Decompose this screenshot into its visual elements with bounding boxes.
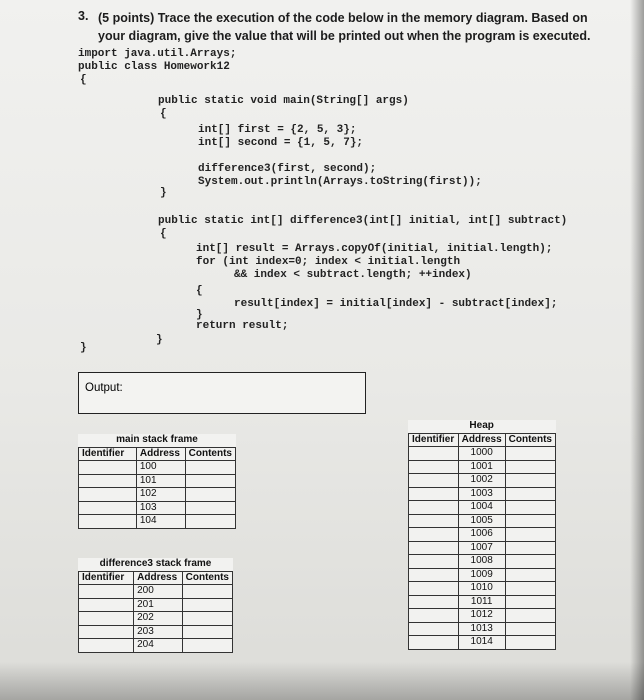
contents-cell[interactable] (505, 595, 555, 609)
contents-cell[interactable] (182, 598, 232, 612)
code-line-print: System.out.println(Arrays.toString(first)); (198, 176, 482, 188)
address-cell: 1007 (458, 541, 505, 555)
table-row (79, 461, 236, 475)
address-cell: 103 (136, 501, 185, 515)
column-header: Contents (185, 447, 235, 461)
table-row (409, 541, 556, 555)
identifier-cell[interactable] (79, 461, 137, 475)
contents-cell[interactable] (505, 622, 555, 636)
main-stack-frame-table (78, 434, 236, 529)
identifier-cell[interactable] (79, 598, 134, 612)
output-label: Output: (85, 382, 123, 394)
code-line-diff-brace-close: } (156, 334, 163, 346)
code-line-main-brace-close: } (160, 187, 167, 199)
contents-cell[interactable] (505, 636, 555, 650)
identifier-cell[interactable] (409, 514, 459, 528)
code-line-loop-body: result[index] = initial[index] - subtract[index]; (234, 298, 558, 310)
table-row (409, 474, 556, 488)
page-edge-shadow (630, 0, 644, 700)
code-line-first: int[] first = {2, 5, 3}; (198, 124, 357, 136)
identifier-cell[interactable] (409, 636, 459, 650)
table-row (409, 622, 556, 636)
contents-cell[interactable] (185, 474, 235, 488)
identifier-cell[interactable] (79, 585, 134, 599)
column-header: Identifier (409, 433, 459, 447)
contents-cell[interactable] (505, 555, 555, 569)
column-header: Identifier (79, 447, 137, 461)
column-header: Address (136, 447, 185, 461)
identifier-cell[interactable] (79, 501, 137, 515)
address-cell: 1014 (458, 636, 505, 650)
contents-cell[interactable] (505, 541, 555, 555)
address-cell: 1008 (458, 555, 505, 569)
address-cell: 200 (134, 585, 183, 599)
table-row (409, 447, 556, 461)
code-line-loop-brace-close: } (196, 309, 203, 321)
question-number: 3. (78, 9, 89, 23)
table-row (79, 612, 233, 626)
identifier-cell[interactable] (79, 625, 134, 639)
identifier-cell[interactable] (409, 487, 459, 501)
address-cell: 1012 (458, 609, 505, 623)
table-row (409, 582, 556, 596)
identifier-cell[interactable] (409, 460, 459, 474)
code-line-main-signature: public static void main(String[] args) (158, 95, 409, 107)
address-cell: 202 (134, 612, 183, 626)
identifier-cell[interactable] (79, 639, 134, 653)
contents-cell[interactable] (505, 528, 555, 542)
address-cell: 104 (136, 515, 185, 529)
identifier-cell[interactable] (409, 501, 459, 515)
table-row (79, 488, 236, 502)
table-row (409, 514, 556, 528)
table-row (79, 639, 233, 653)
address-cell: 1004 (458, 501, 505, 515)
difference3-frame-title: difference3 stack frame (79, 558, 233, 571)
column-header: Address (134, 571, 183, 585)
contents-cell[interactable] (505, 487, 555, 501)
address-cell: 1003 (458, 487, 505, 501)
contents-cell[interactable] (505, 501, 555, 515)
address-cell: 1001 (458, 460, 505, 474)
address-cell: 1013 (458, 622, 505, 636)
table-row (79, 501, 236, 515)
code-line-return: return result; (196, 320, 289, 332)
code-line-call: difference3(first, second); (198, 163, 377, 175)
identifier-cell[interactable] (409, 609, 459, 623)
table-row (79, 598, 233, 612)
table-row (409, 555, 556, 569)
table-row (409, 595, 556, 609)
address-cell: 1011 (458, 595, 505, 609)
address-cell: 1010 (458, 582, 505, 596)
address-cell: 1005 (458, 514, 505, 528)
code-line-loop-brace-open: { (196, 285, 203, 297)
contents-cell[interactable] (505, 582, 555, 596)
identifier-cell[interactable] (79, 474, 137, 488)
identifier-cell[interactable] (409, 474, 459, 488)
contents-cell[interactable] (185, 515, 235, 529)
address-cell: 204 (134, 639, 183, 653)
code-line-import: import java.util.Arrays; (78, 48, 237, 60)
output-box[interactable] (78, 372, 366, 414)
address-cell: 201 (134, 598, 183, 612)
contents-cell[interactable] (505, 460, 555, 474)
identifier-cell[interactable] (79, 488, 137, 502)
contents-cell[interactable] (182, 625, 232, 639)
table-row (409, 501, 556, 515)
address-cell: 1009 (458, 568, 505, 582)
address-cell: 1002 (458, 474, 505, 488)
table-row (409, 487, 556, 501)
address-cell: 203 (134, 625, 183, 639)
difference3-stack-frame-table (78, 558, 233, 653)
identifier-cell[interactable] (409, 541, 459, 555)
identifier-cell[interactable] (409, 528, 459, 542)
column-header: Contents (505, 433, 555, 447)
code-line-second: int[] second = {1, 5, 7}; (198, 137, 364, 149)
page-bottom-shadow (0, 662, 644, 700)
code-line-diff-signature: public static int[] difference3(int[] initial, int[] subtract) (158, 215, 568, 227)
contents-cell[interactable] (182, 612, 232, 626)
identifier-cell[interactable] (79, 612, 134, 626)
contents-cell[interactable] (505, 568, 555, 582)
identifier-cell[interactable] (409, 568, 459, 582)
code-line-diff-brace-open: { (160, 228, 167, 240)
contents-cell[interactable] (182, 585, 232, 599)
column-header: Contents (182, 571, 232, 585)
address-cell: 100 (136, 461, 185, 475)
contents-cell[interactable] (185, 501, 235, 515)
code-line-result: int[] result = Arrays.copyOf(initial, initial.length); (196, 243, 553, 255)
table-row (409, 568, 556, 582)
code-line-class-brace-close: } (80, 342, 87, 354)
table-row (79, 474, 236, 488)
table-row (409, 609, 556, 623)
heap-title: Heap (458, 420, 505, 433)
table-row (79, 585, 233, 599)
identifier-cell[interactable] (409, 447, 459, 461)
address-cell: 1006 (458, 528, 505, 542)
contents-cell[interactable] (505, 474, 555, 488)
contents-cell[interactable] (185, 461, 235, 475)
contents-cell[interactable] (505, 447, 555, 461)
table-row (409, 460, 556, 474)
question-text: (5 points) Trace the execution of the code below in the memory diagram. Based on your diagram, give the value that will be printed out when the program is executed. (98, 11, 591, 43)
identifier-cell[interactable] (409, 555, 459, 569)
column-header: Identifier (79, 571, 134, 585)
table-row (79, 625, 233, 639)
contents-cell[interactable] (185, 488, 235, 502)
table-row (409, 636, 556, 650)
column-header: Address (458, 433, 505, 447)
contents-cell[interactable] (505, 514, 555, 528)
contents-cell[interactable] (505, 609, 555, 623)
address-cell: 102 (136, 488, 185, 502)
table-row (409, 528, 556, 542)
code-line-for: for (int index=0; index < initial.length (196, 256, 461, 268)
identifier-cell[interactable] (409, 622, 459, 636)
identifier-cell[interactable] (409, 595, 459, 609)
code-line-brace-open: { (80, 74, 87, 86)
address-cell: 101 (136, 474, 185, 488)
identifier-cell[interactable] (409, 582, 459, 596)
contents-cell[interactable] (182, 639, 232, 653)
address-cell: 1000 (458, 447, 505, 461)
code-line-for-cond: && index < subtract.length; ++index) (234, 269, 472, 281)
heap-table (408, 420, 556, 650)
main-frame-title: main stack frame (79, 434, 236, 447)
code-line-class: public class Homework12 (78, 61, 230, 73)
table-row (79, 515, 236, 529)
code-line-main-brace-open: { (160, 108, 167, 120)
identifier-cell[interactable] (79, 515, 137, 529)
